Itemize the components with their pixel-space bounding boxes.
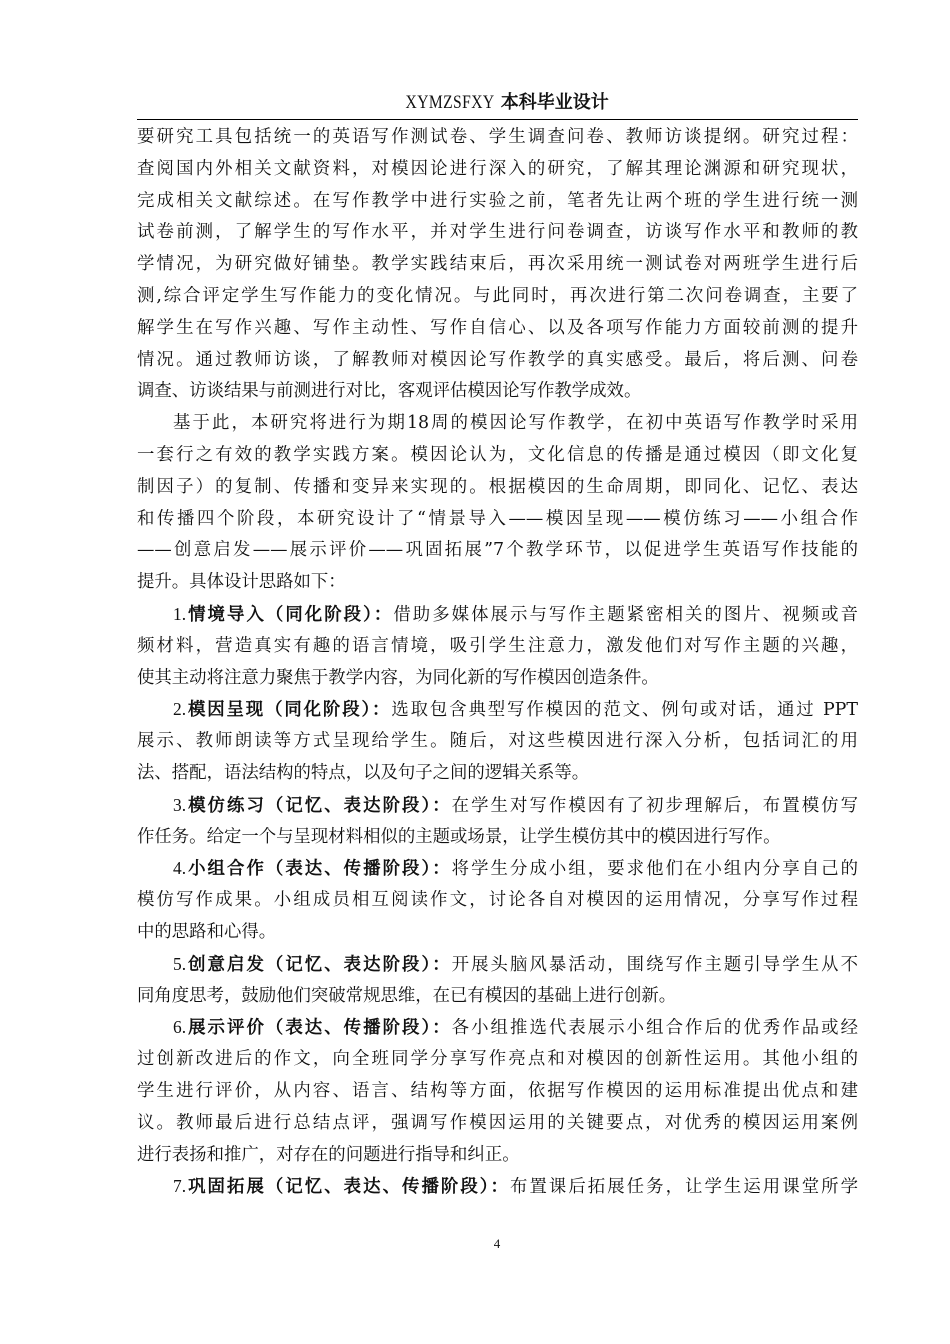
text-line [137,885,858,917]
line-text: 学生进行评价，从内容、语言、结构等方面，依据写作模因的运用标准提出优点和建 [137,1080,858,1101]
line-text: 作任务。给定一个与呈现材料相似的主题或场景，让学生模仿其中的模因进行写作。 [137,826,781,847]
item-number: 4. [173,858,187,879]
text-line [137,917,858,949]
text-line [137,663,858,695]
item-heading: 巩固拓展（记忆、表达、传播阶段）： [186,1177,510,1198]
line-text: 借助多媒体展示与写作主题紧密相关的图片、视频或音 [393,604,858,625]
text-line [137,376,858,408]
page-header [137,88,858,117]
line-text: 在学生对写作模因有了初步理解后，布置模仿写 [451,795,858,816]
line-text: 开展头脑风暴活动，围绕写作主题引导学生从不 [451,954,858,975]
item-number: 5. [173,953,187,974]
item-number: 2. [173,699,187,720]
line-text: 使其主动将注意力聚焦于教学内容，为同化新的写作模因创造条件。 [137,667,659,688]
line-text: 模仿写作成果。小组成员相互阅读作文，讨论各自对模因的运用情况，分享写作过程 [137,890,858,911]
item-heading: 情境导入（同化阶段）： [186,604,394,625]
text-line [137,122,858,154]
line-text: 展示、教师朗读等方式呈现给学生。随后，对这些模因进行深入分析，包括词汇的用 [137,731,858,752]
line-text: 解学生在写作兴趣、写作主动性、写作自信心、以及各项写作能力方面较前测的提升 [137,317,858,338]
text-line [137,1108,858,1140]
text-line [137,217,858,249]
text-line [137,981,858,1013]
line-text: 提升。具体设计思路如下： [137,572,346,593]
line-text: 进行表扬和推广，对存在的问题进行指导和纠正。 [137,1144,520,1165]
line-text: 测,综合评定学生写作能力的变化情况。与此同时，再次进行第二次问卷调查，主要了 [137,285,858,306]
text-line [137,1171,858,1203]
text-line [137,281,858,313]
text-line [137,1076,858,1108]
page-number: 4 [493,1236,501,1251]
item-heading: 创意启发（记忆、表达阶段）： [186,954,452,975]
line-text: 中的思路和心得。 [137,921,277,942]
text-line [137,504,858,536]
text-line [137,758,858,790]
line-text: 完成相关文献综述。在写作教学中进行实验之前，笔者先让两个班的学生进行统一测 [137,190,858,211]
text-line [137,186,858,218]
header-title: 本科毕业设计 [500,92,609,113]
line-text: 同角度思考，鼓励他们突破常规思维，在已有模因的基础上进行创新。 [137,985,677,1006]
line-text: 一套行之有效的教学实践方案。模因论认为，文化信息的传播是通过模因（即文化复 [137,444,858,465]
line-text: 过创新改进后的作文，向全班同学分享写作亮点和对模因的创新性运用。其他小组的 [137,1049,858,1070]
line-text: 和传播四个阶段，本研究设计了“情景导入——模因呈现——模仿练习——小组合作 [137,508,858,529]
text-line [137,440,858,472]
text-line [137,472,858,504]
item-number: 3. [173,794,187,815]
text-line [137,726,858,758]
text-line [137,631,858,663]
item-number: 7. [173,1176,187,1197]
line-text: 制因子）的复制、传播和变异来实现的。根据模因的生命周期，即同化、记忆、表达 [137,476,858,497]
line-text: 要研究工具包括统一的英语写作测试卷、学生调查问卷、教师访谈提纲。研究过程： [137,127,858,147]
text-line [137,567,858,599]
line-text: 将学生分成小组，要求他们在小组内分享自己的 [451,859,858,880]
text-line [137,535,858,567]
text-line [137,949,858,981]
line-text: 选取包含典型写作模因的范文、例句或对话，通过 PPT [391,700,858,721]
text-line [137,154,858,186]
item-number: 6. [173,1017,187,1038]
line-text: 基于此，本研究将进行为期18周的模因论写作教学，在初中英语写作教学时采用 [173,413,858,434]
text-line [137,599,858,631]
text-line [137,1044,858,1076]
text-line [137,694,858,726]
text-line [137,345,858,377]
line-text: 学情况，为研究做好铺垫。教学实践结束后，再次采用统一测试卷对两班学生进行后 [137,254,858,275]
line-text: 情况。通过教师访谈，了解教师对模因论写作教学的真实感受。最后，将后测、问卷 [137,349,858,370]
text-line [137,1012,858,1044]
header-latin: XYMZSFXY [405,92,495,113]
line-text: 布置课后拓展任务，让学生运用课堂所学 [510,1177,858,1198]
text-line [137,408,858,440]
item-number: 1. [173,603,187,624]
line-text: 调查、访谈结果与前测进行对比，客观评估模因论写作教学成效。 [137,381,642,402]
text-line [137,853,858,885]
line-text: 各小组推选代表展示小组合作后的优秀作品或经 [451,1018,858,1039]
text-line [137,313,858,345]
document-body [137,122,858,1203]
text-line [137,249,858,281]
line-text: 频材料，营造真实有趣的语言情境，吸引学生注意力，激发他们对写作主题的兴趣， [137,635,858,656]
item-heading: 小组合作（表达、传播阶段）： [186,859,452,880]
text-line [137,790,858,822]
line-text: ——创意启发——展示评价——巩固拓展”7个教学环节，以促进学生英语写作技能的 [137,540,858,561]
header-rule [137,119,858,120]
item-heading: 模因呈现（同化阶段）： [186,700,392,721]
item-heading: 展示评价（表达、传播阶段）： [186,1018,452,1039]
text-line [137,822,858,854]
text-line [137,1140,858,1172]
item-heading: 模仿练习（记忆、表达阶段）： [186,795,452,816]
line-text: 议。教师最后进行总结点评，强调写作模因运用的关键要点，对优秀的模因运用案例 [137,1112,858,1133]
line-text: 试卷前测，了解学生的写作水平，并对学生进行问卷调查，访谈写作水平和教师的教 [137,222,858,243]
line-text: 查阅国内外相关文献资料，对模因论进行深入的研究，了解其理论渊源和研究现状， [137,158,858,179]
line-text: 法、搭配，语法结构的特点，以及句子之间的逻辑关系等。 [137,762,590,783]
